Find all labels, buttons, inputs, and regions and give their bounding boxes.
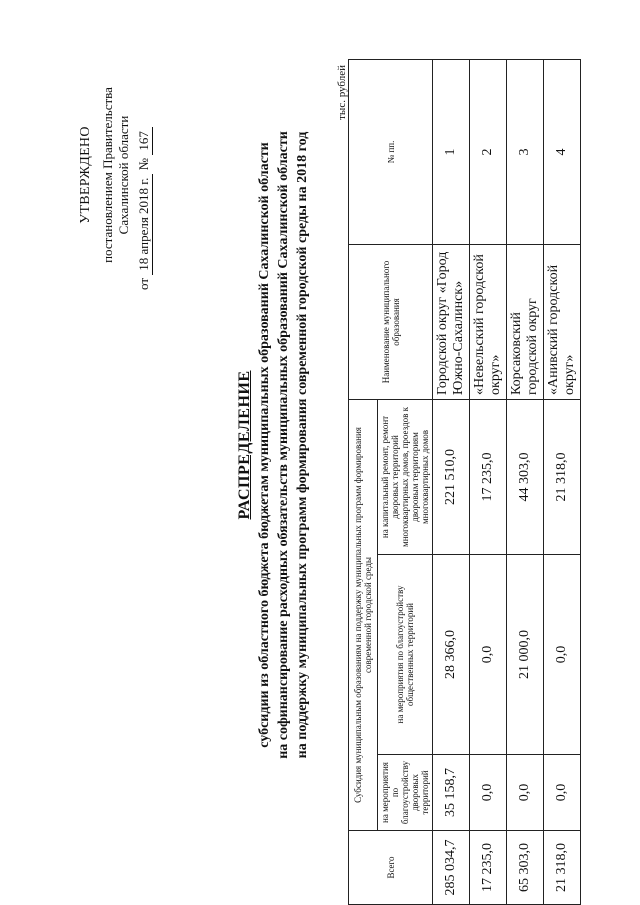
table-row [470,59,507,904]
cell-num: 4 [544,59,581,244]
cell-yard: 0,0 [470,755,507,831]
subtitle-line-2: на софинансирование расходных обязательств муниципальных образований Сахалинской области [276,131,291,759]
cell-public: 0,0 [544,555,581,755]
approval-stamp [78,60,153,290]
distribution-table [348,59,581,905]
header-col-public: на мероприятия по благоустройству общественных территорий [378,555,433,755]
cell-total: 65 303,0 [507,831,544,905]
title-block [236,85,311,805]
approval-line-2: Сахалинской области [116,115,131,235]
cell-public: 28 366,0 [433,555,470,755]
cell-total: 17 235,0 [470,831,507,905]
cell-num: 2 [470,59,507,244]
document-title: РАСПРЕДЕЛЕНИЕ [236,370,253,520]
cell-yard: 35 158,7 [433,755,470,831]
cell-total: 285 034,7 [433,831,470,905]
approval-heading: УТВЕРЖДЕНО [78,126,93,224]
cell-name: Городской округ «Город Южно-Сахалинск» [433,244,470,399]
subtitle-line-3: на поддержку муниципальных программ формирования современной городской среды на 2018 год [295,131,310,759]
cell-num: 3 [507,59,544,244]
unit-label: тыс. рублей [336,65,348,120]
header-total: Всего [349,831,433,905]
approval-number-sign: № [136,157,151,171]
cell-public: 0,0 [470,555,507,755]
header-num: № пп. [349,59,433,244]
header-col-yard: на мероприятия по благоустройству дворовых территорий [378,755,433,831]
cell-yard: 0,0 [507,755,544,831]
cell-total: 21 318,0 [544,831,581,905]
cell-repair: 44 303,0 [507,399,544,554]
cell-repair: 17 235,0 [470,399,507,554]
cell-name: Корсаковский городской округ [507,244,544,399]
cell-public: 21 000,0 [507,555,544,755]
cell-repair: 221 510,0 [433,399,470,554]
table-row [433,59,470,904]
approval-from: от [136,277,151,290]
header-col-repair: на капитальный ремонт, ремонт дворовых территорий многоквартирных домов, проездов к дворовым территориям многоквартирных домов [378,399,433,554]
subtitle-line-1: субсидии из областного бюджета бюджетам муниципальных образований Сахалинской области [257,142,272,748]
table-row [507,59,544,904]
cell-name: «Невельский городской округ» [470,244,507,399]
approval-dateline [136,60,153,290]
cell-name: «Анивский городской округ» [544,244,581,399]
header-subsidy-group: Субсидия муниципальным образованиям на поддержку муниципальных программ формирования современной городской среды [349,399,378,830]
approval-line-1: постановлением Правительства [100,87,115,263]
cell-yard: 0,0 [544,755,581,831]
cell-num: 1 [433,59,470,244]
approval-date: 18 апреля 2018 г. [136,174,153,275]
cell-repair: 21 318,0 [544,399,581,554]
approval-number: 167 [136,127,153,155]
table-row [544,59,581,904]
header-name: Наименование муниципального образования [349,244,433,399]
